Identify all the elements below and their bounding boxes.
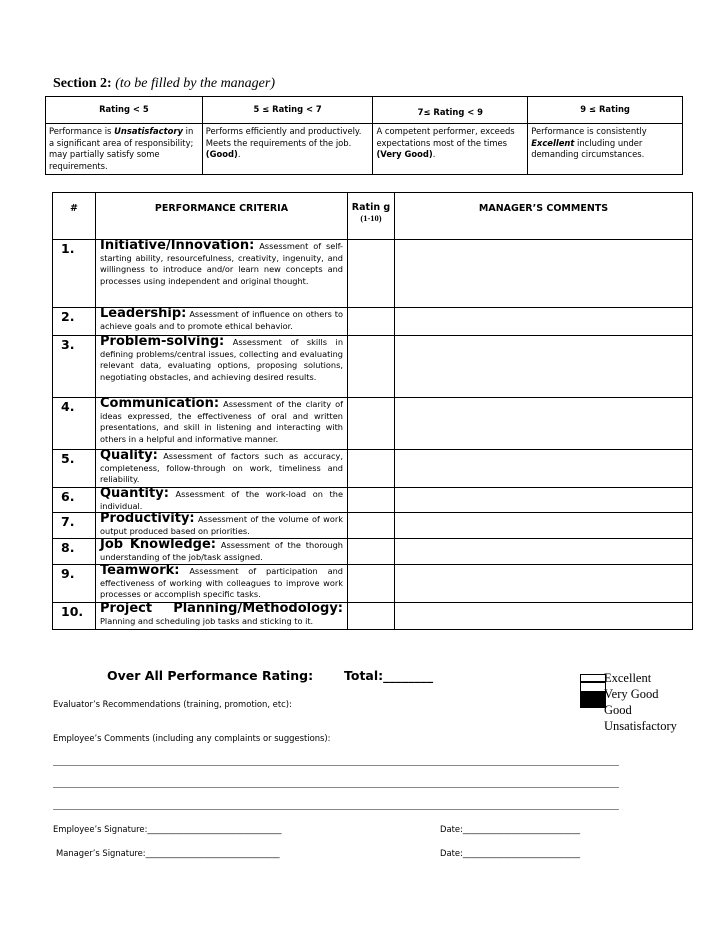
employee-date[interactable]: Date:____________________________: [440, 824, 581, 834]
scale-header-1: Rating < 5: [46, 97, 203, 124]
criteria-row: [53, 308, 693, 336]
rating-cell[interactable]: [348, 513, 395, 539]
criteria-number: 3.: [53, 336, 96, 398]
criteria-description: [96, 308, 348, 336]
criteria-desc-text: Assessment of the clarity of ideas expressed, the effectiveness of oral and written presentations, and skill in listening and interacting with others in a helpful and informative manner.: [100, 399, 344, 444]
comments-cell[interactable]: [395, 488, 693, 513]
rating-cell[interactable]: [348, 539, 395, 565]
criteria-name: Quality:: [100, 448, 158, 463]
criteria-name: Productivity:: [100, 511, 195, 526]
criteria-number: 9.: [53, 565, 96, 603]
option-unsatisfactory: Unsatisfactory: [604, 719, 677, 733]
criteria-number: 8.: [53, 539, 96, 565]
comments-cell[interactable]: [395, 336, 693, 398]
rating-cell[interactable]: [348, 488, 395, 513]
criteria-name: Quantity:: [100, 486, 169, 501]
criteria-number: 2.: [53, 308, 96, 336]
rating-cell[interactable]: [348, 336, 395, 398]
criteria-name: Communication:: [100, 396, 220, 411]
overall-options: [604, 670, 677, 734]
col-header-rating: Ratin g (1-10): [348, 193, 395, 240]
criteria-description: [96, 513, 348, 539]
option-good: Good: [604, 703, 632, 717]
rating-cell[interactable]: [348, 565, 395, 603]
overall-checkboxes[interactable]: [578, 674, 606, 706]
criteria-row: [53, 450, 693, 488]
criteria-desc-text: Planning and scheduling job tasks and sticking to it.: [100, 615, 314, 626]
comments-cell[interactable]: [395, 513, 693, 539]
criteria-number: 1.: [53, 240, 96, 308]
criteria-row: [53, 240, 693, 308]
criteria-number: 4.: [53, 398, 96, 450]
criteria-row: [53, 336, 693, 398]
criteria-number: 7.: [53, 513, 96, 539]
option-very-good: Very Good: [604, 687, 659, 701]
scale-desc-2: Performs efficiently and productively. Meets the requirements of the job. (Good).: [202, 124, 373, 175]
criteria-description: [96, 539, 348, 565]
criteria-desc-text: Assessment of influence on others to achieve goals and to promote ethical behavior.: [100, 309, 344, 331]
scale-header-4: 9 ≤ Rating: [528, 97, 683, 124]
comments-cell[interactable]: [395, 308, 693, 336]
manager-date[interactable]: Date:____________________________: [440, 848, 581, 858]
col-header-criteria: PERFORMANCE CRITERIA: [96, 193, 348, 240]
scale-header-2: 5 ≤ Rating < 7: [202, 97, 373, 124]
scale-desc-4: Performance is consistently Excellent including under demanding circumstances.: [528, 124, 683, 175]
criteria-desc-text: Assessment of participation and effectiveness of working with colleagues to improve work processes or accomplish specific tasks.: [100, 566, 343, 599]
comment-line-3[interactable]: [53, 809, 619, 810]
rating-scale-table: [45, 96, 683, 175]
criteria-description: [96, 336, 348, 398]
rating-cell[interactable]: [348, 450, 395, 488]
manager-signature[interactable]: Manager’s Signature:________________________________: [56, 848, 280, 858]
criteria-name: Initiative/Innovation:: [100, 238, 255, 253]
section-title: [53, 76, 275, 92]
criteria-row: [53, 603, 693, 630]
criteria-row: [53, 398, 693, 450]
criteria-description: [96, 488, 348, 513]
comments-cell[interactable]: [395, 240, 693, 308]
comment-line-1[interactable]: [53, 765, 619, 766]
criteria-name: Project Planning/Methodology:: [100, 601, 343, 616]
criteria-number: 10.: [53, 603, 96, 630]
criteria-description: [96, 450, 348, 488]
criteria-description: [96, 240, 348, 308]
scale-desc-1: Performance is Unsatisfactory in a significant area of responsibility; may partially satisfy some requirements.: [46, 124, 203, 175]
checkbox-very-good[interactable]: [580, 682, 606, 692]
criteria-desc-text: Assessment of self-starting ability, resourcefulness, creativity, ingenuity, and willingness to introduce and/or learn new concepts and processes using independent and original thought.: [100, 241, 343, 286]
criteria-number: 6.: [53, 488, 96, 513]
criteria-description: [96, 565, 348, 603]
performance-criteria-table: [52, 192, 693, 630]
criteria-desc-text: Assessment of the thorough understanding of the job/task assigned.: [100, 540, 343, 562]
criteria-row: [53, 539, 693, 565]
comments-cell[interactable]: [395, 539, 693, 565]
comments-cell[interactable]: [395, 603, 693, 630]
overall-rating-label: Over All Performance Rating:: [107, 668, 314, 683]
criteria-description: [96, 398, 348, 450]
criteria-row: [53, 565, 693, 603]
criteria-number: 5.: [53, 450, 96, 488]
comments-cell[interactable]: [395, 565, 693, 603]
rating-cell[interactable]: [348, 398, 395, 450]
checkbox-good[interactable]: [580, 692, 606, 708]
comments-cell[interactable]: [395, 398, 693, 450]
criteria-description: [96, 603, 348, 630]
scale-header-3: 7≤ Rating < 9: [373, 97, 528, 124]
checkbox-excellent[interactable]: [580, 674, 606, 682]
recommendations-label: Evaluator’s Recommendations (training, promotion, etc):: [53, 699, 292, 709]
criteria-desc-text: Assessment of the volume of work output produced based on priorities.: [100, 514, 343, 536]
rating-cell[interactable]: [348, 240, 395, 308]
criteria-name: Leadership:: [100, 306, 187, 321]
section-note: (to be filled by the manager): [115, 76, 276, 91]
overall-total[interactable]: Total:________: [344, 668, 434, 683]
scale-desc-3: A competent performer, exceeds expectations most of the times (Very Good).: [373, 124, 528, 175]
criteria-row: [53, 488, 693, 513]
col-header-number: #: [53, 193, 96, 240]
criteria-row: [53, 513, 693, 539]
option-excellent: Excellent: [604, 671, 652, 685]
employee-signature[interactable]: Employee’s Signature:________________________________: [53, 824, 282, 834]
comment-line-2[interactable]: [53, 787, 619, 788]
employee-comments-label: Employee’s Comments (including any complaints or suggestions):: [53, 733, 331, 743]
criteria-name: Job Knowledge:: [100, 537, 217, 552]
col-header-comments: MANAGER’S COMMENTS: [395, 193, 693, 240]
comments-cell[interactable]: [395, 450, 693, 488]
rating-cell[interactable]: [348, 603, 395, 630]
criteria-name: Teamwork:: [100, 563, 180, 578]
criteria-name: Problem-solving:: [100, 334, 225, 349]
criteria-desc-text: Assessment of the work-load on the individual.: [100, 489, 343, 511]
criteria-desc-text: Assessment of factors such as accuracy, completeness, follow-through on work, timeliness and reliability.: [100, 451, 343, 484]
criteria-desc-text: Assessment of skills in defining problems/central issues, collecting and evaluating relevant data, evaluating options, proposing solutions, negotiating obstacles, and achieving desired results.: [100, 337, 344, 382]
section-label: Section 2:: [53, 76, 112, 91]
rating-cell[interactable]: [348, 308, 395, 336]
